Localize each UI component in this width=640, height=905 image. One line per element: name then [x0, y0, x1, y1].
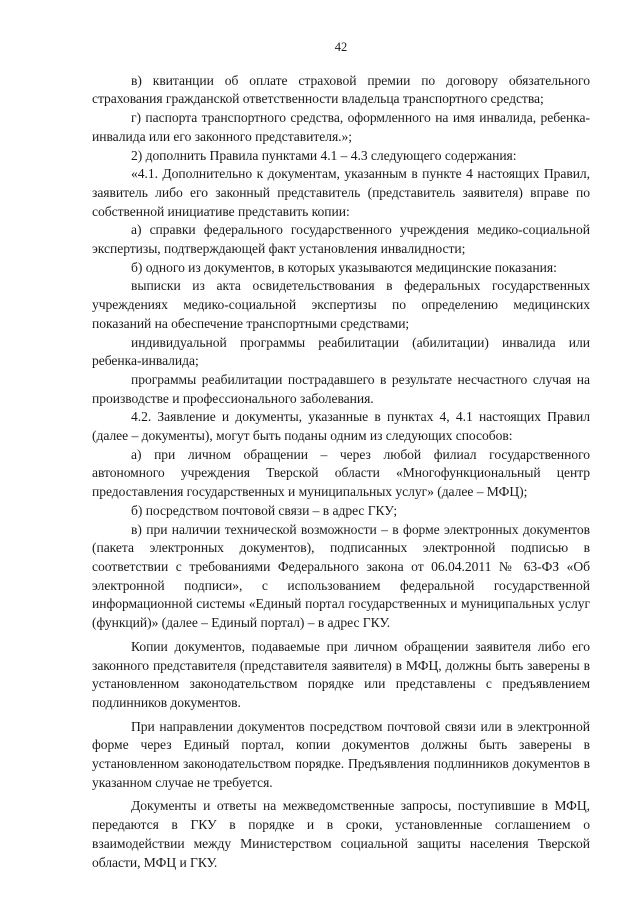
paragraph-4-2-a: а) при личном обращении – через любой филиал государственного автономного учреждения Тверской области «Многофункциональный центр предоставления государственных и муниципальных услуг» (далее – МФЦ);: [92, 446, 590, 500]
paragraph-4-2-v: в) при наличии технической возможности – в форме электронных документов (пакета электронных документов), подписанных электронной подписью в соответствии с требованиями Федерального закона от 06.04.2011 № 63-ФЗ «Об электронной подписи», с использованием федеральной государственной информационной системы «Единый портал государственных и муниципальных услуг (функций)» (далее – Единый портал) – в адрес ГКУ.: [92, 521, 590, 631]
paragraph-individual-program: индивидуальной программы реабилитации (абилитации) инвалида или ребенка-инвалида;: [92, 334, 590, 369]
paragraph-copies-postal: При направлении документов посредством почтовой связи или в электронной форме через Единый портал, копии документов должны быть заверены в установленном законодательством порядке. Предъявления подлинников документов в указанном случае не требуется.: [92, 718, 590, 790]
paragraph-interagency: Документы и ответы на межведомственные запросы, поступившие в МФЦ, передаются в ГКУ в порядке и в сроки, установленные соглашением о взаимодействии между Министерством социальной защиты населения Тверской области, МФЦ и ГКУ.: [92, 798, 590, 870]
paragraph-rehab-program: программы реабилитации пострадавшего в результате несчастного случая на производстве и профессионального заболевания.: [92, 371, 590, 406]
paragraph-copies-personal: Копии документов, подаваемые при личном обращении заявителя либо его законного представителя (представителя заявителя) в МФЦ, должны быть заверены в установленном законодательством порядке или представлены с предъявлением подлинников документов.: [92, 638, 590, 710]
paragraph-v-insurance-receipt: в) квитанции об оплате страховой премии по договору обязательного страхования гражданской ответственности владельца транспортного средства;: [92, 72, 590, 107]
document-page: [92, 38, 590, 872]
paragraph-4-1-a: а) справки федерального государственного учреждения медико-социальной экспертизы, подтверждающей факт установления инвалидности;: [92, 222, 590, 257]
paragraph-extract-act: выписки из акта освидетельствования в федеральных государственных учреждениях медико-социальной экспертизы по определению медицинских показаний на обеспечение транспортными средствами;: [92, 278, 590, 331]
paragraph-4-1-b: б) одного из документов, в которых указываются медицинские показания:: [131, 259, 557, 275]
paragraph-4-2: 4.2. Заявление и документы, указанные в пунктах 4, 4.1 настоящих Правил (далее – документы), могут быть поданы одним из следующих способов:: [92, 409, 590, 444]
paragraph-g-vehicle-passport: г) паспорта транспортного средства, оформленного на имя инвалида, ребенка-инвалида или его законного представителя.»;: [92, 110, 590, 144]
page-number: 42: [334, 40, 348, 54]
paragraph-4-2-b: б) посредством почтовой связи – в адрес ГКУ;: [131, 502, 398, 518]
paragraph-2-amend-rules: 2) дополнить Правила пунктами 4.1 – 4.3 следующего содержания:: [131, 147, 517, 163]
paragraph-4-1: «4.1. Дополнительно к документам, указанным в пункте 4 настоящих Правил, заявитель либо его законный представитель (представитель заявителя) вправе по собственной инициативе представить копии:: [92, 166, 590, 219]
